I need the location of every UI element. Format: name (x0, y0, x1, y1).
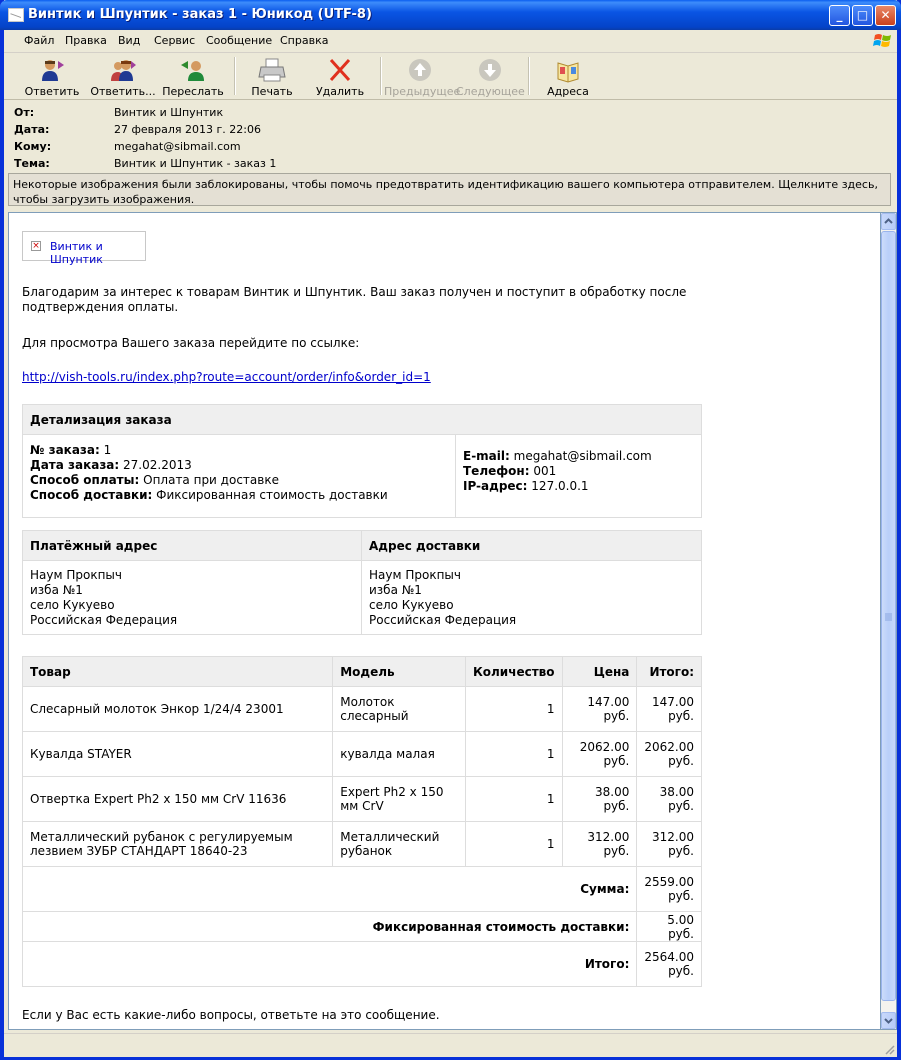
maximize-button[interactable]: □ (852, 5, 873, 26)
ip-label: IP-адрес: (463, 479, 528, 493)
product-total: 2062.00 руб. (637, 732, 702, 777)
reply-all-icon (109, 57, 137, 83)
shipping-address-line: село Кукуево (369, 598, 454, 612)
product-total: 38.00 руб. (637, 777, 702, 822)
order-no-value: 1 (103, 443, 112, 457)
print-button[interactable] (240, 55, 304, 97)
printer-icon (258, 57, 286, 83)
from-value: Винтик и Шпунтик (114, 106, 224, 119)
print-label: Печать (251, 85, 293, 98)
close-button[interactable]: ✕ (875, 5, 896, 26)
product-qty: 1 (465, 732, 562, 777)
scroll-down-button[interactable] (881, 1012, 896, 1029)
product-total: 312.00 руб. (637, 822, 702, 867)
details-header: Детализация заказа (23, 405, 702, 435)
message-body[interactable] (8, 212, 881, 1030)
delete-button[interactable] (306, 55, 374, 97)
arrow-up-icon (406, 57, 434, 83)
previous-button[interactable] (384, 55, 461, 98)
phone-value: 001 (533, 464, 557, 478)
order-no-label: № заказа: (30, 443, 100, 457)
table-row (23, 687, 702, 732)
ip-value: 127.0.0.1 (531, 479, 589, 493)
order-date-label: Дата заказа: (30, 458, 120, 472)
shipping-address-line: Наум Прокпыч (369, 568, 461, 582)
envelope-icon (8, 8, 24, 22)
broken-image-icon: × (32, 241, 40, 251)
delete-x-icon (326, 57, 354, 83)
product-model: кувалда малая (333, 732, 466, 777)
shipping-method-value: Фиксированная стоимость доставки (156, 488, 388, 502)
scroll-up-button[interactable] (881, 213, 896, 230)
payment-address-header: Платёжный адрес (23, 531, 362, 561)
resize-grip-icon[interactable] (883, 1043, 895, 1055)
subtotal-label: Сумма: (23, 867, 637, 912)
product-qty: 1 (465, 687, 562, 732)
forward-label: Переслать (162, 85, 224, 98)
col-total: Итого: (637, 657, 702, 687)
date-label: Дата: (14, 123, 50, 136)
table-row (23, 822, 702, 867)
product-name: Слесарный молоток Энкор 1/24/4 23001 (23, 687, 333, 732)
chevron-up-icon (882, 214, 895, 229)
product-qty: 1 (465, 822, 562, 867)
from-label: От: (14, 106, 35, 119)
phone-label: Телефон: (463, 464, 530, 478)
reply-icon (38, 57, 66, 83)
subject-label: Тема: (14, 157, 50, 170)
subtotal-value: 2559.00 руб. (637, 867, 702, 912)
reply-all-button[interactable] (88, 55, 158, 97)
addresses-button[interactable] (536, 55, 600, 97)
reply-label: Ответить (24, 85, 80, 98)
col-price: Цена (562, 657, 637, 687)
logo-placeholder (22, 231, 146, 266)
next-label: Следующее (456, 85, 525, 98)
grand-total-label: Итого: (23, 942, 637, 987)
forward-icon (179, 57, 207, 83)
reply-button[interactable] (16, 55, 88, 97)
payment-address-line: изба №1 (30, 583, 83, 597)
product-price: 2062.00 руб. (562, 732, 637, 777)
product-price: 147.00 руб. (562, 687, 637, 732)
grip-icon (882, 612, 895, 622)
scroll-thumb[interactable] (881, 231, 896, 1001)
shipping-method-label: Способ доставки: (30, 488, 153, 502)
email-label: E-mail: (463, 449, 510, 463)
payment-address-line: Российская Федерация (30, 613, 178, 627)
delete-label: Удалить (315, 85, 365, 98)
shipping-address-cell (362, 561, 702, 635)
product-total: 147.00 руб. (637, 687, 702, 732)
forward-button[interactable] (158, 55, 228, 97)
windows-logo-icon (873, 31, 893, 51)
logo-alt-text: Винтик и Шпунтик (50, 240, 103, 266)
to-value: megahat@sibmail.com (114, 140, 241, 153)
arrow-down-icon (476, 57, 504, 83)
payment-address-line: Наум Прокпыч (30, 568, 122, 582)
shipping-cost-label: Фиксированная стоимость доставки: (23, 912, 637, 942)
title-bar[interactable] (0, 0, 901, 30)
previous-label: Предыдущее (384, 85, 461, 98)
product-model: Металлический рубанок (333, 822, 466, 867)
thanks-text: Благодарим за интерес к товарам Винтик и Шпунтик. Ваш заказ получен и поступит в обработку после подтверждения оплаты. (22, 285, 687, 314)
product-name: Отвертка Expert Ph2 x 150 мм CrV 11636 (23, 777, 333, 822)
product-model: Молоток слесарный (333, 687, 466, 732)
grand-total-row (23, 942, 702, 987)
footer-text: Если у Вас есть какие-либо вопросы, ответьте на это сообщение. (22, 1008, 440, 1022)
status-bar (4, 1033, 897, 1057)
product-price: 312.00 руб. (562, 822, 637, 867)
shipping-cost-row (23, 912, 702, 942)
shipping-cost-value: 5.00 руб. (637, 912, 702, 942)
next-button[interactable] (456, 55, 524, 97)
menu-bar (4, 30, 897, 53)
menu-message[interactable]: Сообщение (206, 34, 273, 47)
blocked-images-infobar[interactable]: Некоторые изображения были заблокированы, чтобы помочь предотвратить идентификацию вашего компьютера отправителем. Щелкните здесь, чтобы загрузить изображения. (8, 173, 891, 206)
addresses-label: Адреса (547, 85, 589, 98)
product-model: Expert Ph2 x 150 мм CrV (333, 777, 466, 822)
grand-total-value: 2564.00 руб. (637, 942, 702, 987)
product-name: Кувалда STAYER (23, 732, 333, 777)
product-name: Металлический рубанок с регулируемым лезвием ЗУБР СТАНДАРТ 18640-23 (23, 822, 333, 867)
reply-all-label: Ответить... (90, 85, 156, 98)
details-right-cell (456, 435, 702, 518)
table-row (23, 732, 702, 777)
payment-address-line: село Кукуево (30, 598, 115, 612)
menu-edit[interactable]: Правка (65, 34, 107, 47)
message-headers (4, 100, 897, 172)
subtotal-row (23, 867, 702, 912)
toolbar-separator (234, 57, 236, 95)
toolbar-separator (528, 57, 530, 95)
address-book-icon (554, 57, 582, 83)
toolbar-separator (380, 57, 382, 95)
vertical-scrollbar[interactable] (881, 212, 897, 1030)
shipping-address-header: Адрес доставки (362, 531, 702, 561)
toolbar (4, 53, 897, 100)
menu-tools[interactable]: Сервис (154, 34, 196, 47)
addresses-table (22, 530, 702, 635)
subject-value: Винтик и Шпунтик - заказ 1 (114, 157, 277, 170)
menu-view[interactable]: Вид (118, 34, 141, 47)
date-value: 27 февраля 2013 г. 22:06 (114, 123, 261, 136)
window-title: Винтик и Шпунтик - заказ 1 - Юникод (UTF-8) (28, 7, 372, 22)
payment-method-value: Оплата при доставке (143, 473, 279, 487)
minimize-button[interactable]: _ (829, 5, 850, 26)
order-link[interactable]: http://vish-tools.ru/index.php?route=account/order/info&order_id=1 (22, 370, 431, 384)
col-model: Модель (333, 657, 466, 687)
order-details-table (22, 404, 702, 518)
order-link-wrap (22, 370, 712, 385)
chevron-down-icon (882, 1013, 895, 1028)
view-order-prompt: Для просмотра Вашего заказа перейдите по ссылке: (22, 336, 360, 350)
order-date-value: 27.02.2013 (123, 458, 192, 472)
table-row (23, 777, 702, 822)
payment-address-cell (23, 561, 362, 635)
shipping-address-line: Российская Федерация (369, 613, 517, 627)
details-left-cell (23, 435, 456, 518)
shipping-address-line: изба №1 (369, 583, 422, 597)
to-label: Кому: (14, 140, 52, 153)
products-table (22, 656, 702, 987)
col-product: Товар (23, 657, 333, 687)
product-qty: 1 (465, 777, 562, 822)
col-quantity: Количество (465, 657, 562, 687)
payment-method-label: Способ оплаты: (30, 473, 140, 487)
product-price: 38.00 руб. (562, 777, 637, 822)
menu-file[interactable]: Файл (24, 34, 55, 47)
email-value: megahat@sibmail.com (513, 449, 652, 463)
menu-help[interactable]: Справка (280, 34, 329, 47)
